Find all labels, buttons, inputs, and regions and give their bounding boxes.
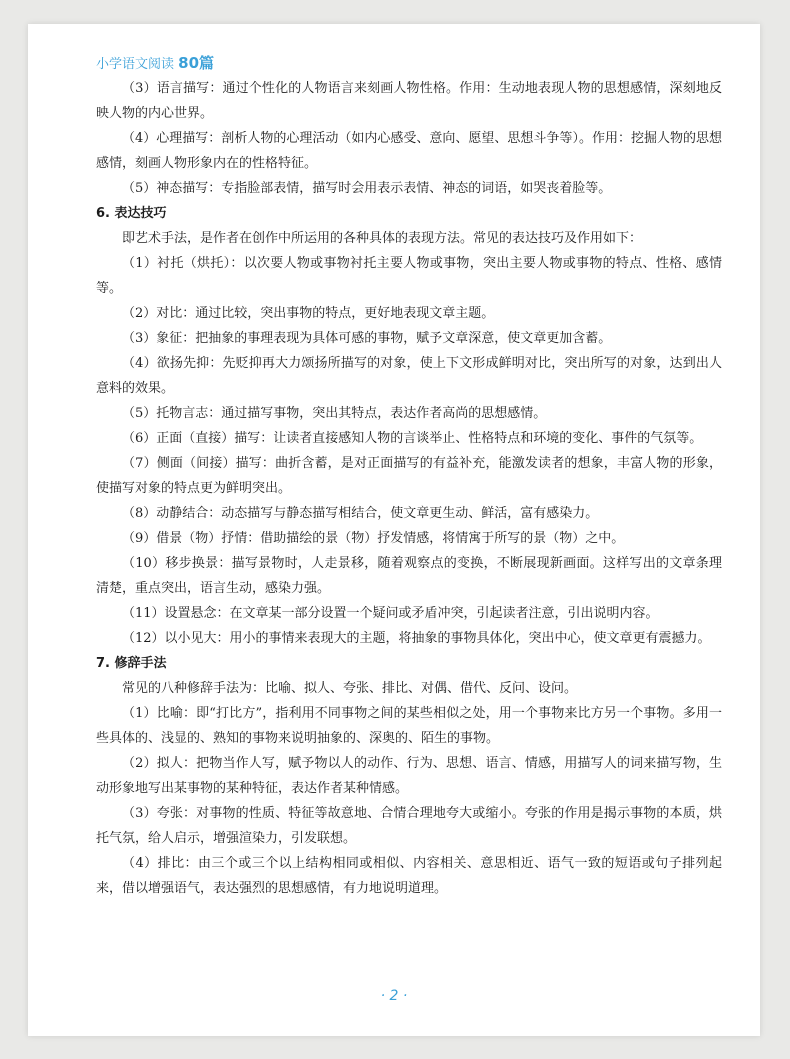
list-item: （6）正面（直接）描写：让读者直接感知人物的言谈举止、性格特点和环境的变化、事件的气氛等。 bbox=[122, 431, 703, 446]
list-item: （7）侧面（间接）描写：曲折含蓄，是对正面描写的有益补充，能激发读者的想象，丰富人物的形象，使描写对象的特点更为鲜明突出。 bbox=[96, 456, 722, 496]
book-count: 80篇 bbox=[178, 54, 215, 72]
list-item: （12）以小见大：用小的事情来表现大的主题，将抽象的事物具体化，突出中心，使文章更有震撼力。 bbox=[122, 631, 711, 646]
section-heading: 6. 表达技巧 bbox=[96, 206, 167, 221]
paragraph: （3）语言描写：通过个性化的人物语言来刻画人物性格。作用：生动地表现人物的思想感情，深刻地反映人物的内心世界。 bbox=[96, 81, 722, 121]
section-intro: 常见的八种修辞手法为：比喻、拟人、夸张、排比、对偶、借代、反问、设问。 bbox=[122, 681, 578, 696]
list-item: （5）托物言志：通过描写事物，突出其特点，表达作者高尚的思想感情。 bbox=[122, 406, 547, 421]
list-item: （1）比喻：即“打比方”，指利用不同事物之间的某些相似之处，用一个事物来比方另一个事物。多用一些具体的、浅显的、熟知的事物来说明抽象的、深奥的、陌生的事物。 bbox=[96, 706, 722, 746]
list-item: （10）移步换景：描写景物时，人走景移，随着观察点的变换，不断展现新画面。这样写出的文章条理清楚，重点突出，语言生动，感染力强。 bbox=[96, 556, 722, 596]
running-header bbox=[96, 52, 214, 73]
list-item: （8）动静结合：动态描写与静态描写相结合，使文章更生动、鲜活，富有感染力。 bbox=[122, 506, 599, 521]
section-heading: 7. 修辞手法 bbox=[96, 656, 167, 671]
list-item: （11）设置悬念：在文章某一部分设置一个疑问或矛盾冲突，引起读者注意，引出说明内容。 bbox=[122, 606, 659, 621]
list-item: （2）对比：通过比较，突出事物的特点，更好地表现文章主题。 bbox=[122, 306, 495, 321]
page bbox=[28, 24, 760, 1036]
paragraph: （4）心理描写：剖析人物的心理活动（如内心感受、意向、愿望、思想斗争等）。作用：挖掘人物的思想感情，刻画人物形象内在的性格特征。 bbox=[96, 131, 722, 171]
page-content bbox=[96, 76, 722, 901]
list-item: （4）欲扬先抑：先贬抑再大力颂扬所描写的对象，使上下文形成鲜明对比，突出所写的对象，达到出人意料的效果。 bbox=[96, 356, 722, 396]
list-item: （9）借景（物）抒情：借助描绘的景（物）抒发情感，将情寓于所写的景（物）之中。 bbox=[122, 531, 625, 546]
list-item: （3）夸张：对事物的性质、特征等故意地、合情合理地夸大或缩小。夸张的作用是揭示事物的本质，烘托气氛，给人启示，增强渲染力，引发联想。 bbox=[96, 806, 722, 846]
page-number: · 2 · bbox=[380, 988, 408, 1004]
section-intro: 即艺术手法，是作者在创作中所运用的各种具体的表现方法。常见的表达技巧及作用如下： bbox=[122, 231, 643, 246]
list-item: （1）衬托（烘托）：以次要人物或事物衬托主要人物或事物，突出主要人物或事物的特点、性格、感情等。 bbox=[96, 256, 722, 296]
paragraph: （5）神态描写：专指脸部表情，描写时会用表示表情、神态的词语，如哭丧着脸等。 bbox=[122, 181, 612, 196]
list-item: （4）排比：由三个或三个以上结构相同或相似、内容相关、意思相近、语气一致的短语或句子排列起来，借以增强语气，表达强烈的思想感情，有力地说明道理。 bbox=[96, 856, 722, 896]
book-title: 小学语文阅读 bbox=[96, 57, 175, 72]
list-item: （2）拟人：把物当作人写，赋予物以人的动作、行为、思想、语言、情感，用描写人的词来描写物，生动形象地写出某事物的某种特征，表达作者某种情感。 bbox=[96, 756, 722, 796]
list-item: （3）象征：把抽象的事理表现为具体可感的事物，赋予文章深意，使文章更加含蓄。 bbox=[122, 331, 612, 346]
